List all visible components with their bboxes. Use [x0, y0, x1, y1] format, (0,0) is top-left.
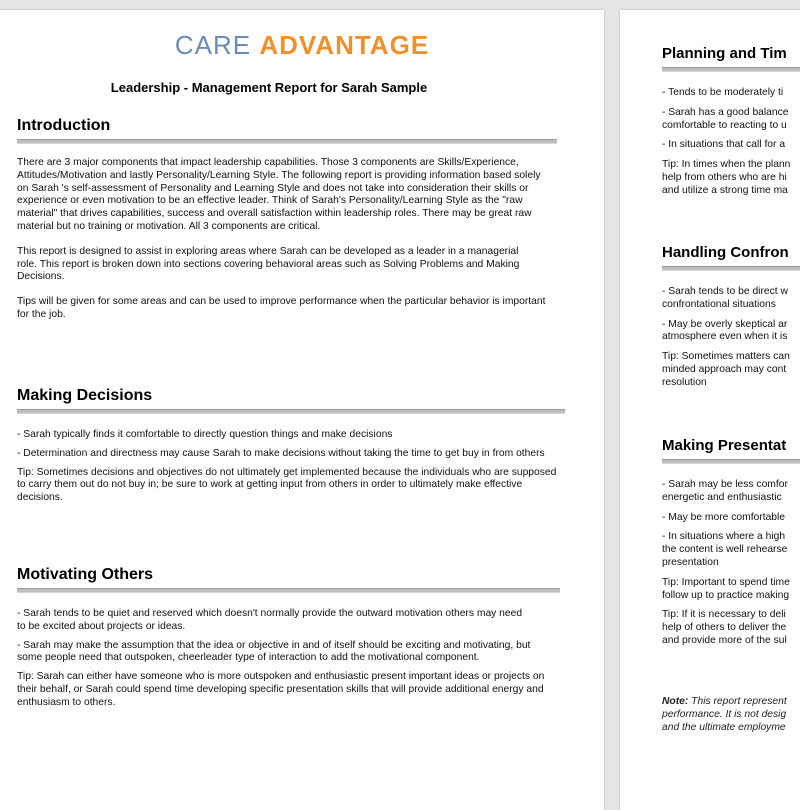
presentation-line: energetic and enthusiastic: [662, 491, 782, 503]
planning-tip-line: Tip: In times when the plann: [662, 159, 791, 171]
motivating-bullet: - Sarah may make the assumption that the idea or objective in and of itself should be exciting and motivating, but some people need that outspoken, cheerleader type of interaction to add the motivational component.: [17, 639, 531, 664]
section-heading-introduction: Introduction: [17, 117, 111, 134]
section-heading-making-decisions: Making Decisions: [17, 387, 153, 404]
logo-word-care: CARE: [174, 30, 252, 60]
section-divider: [17, 409, 565, 414]
note-line: performance. It is not desig: [662, 708, 787, 720]
note-line: and the ultimate employme: [662, 721, 786, 733]
motivating-tip: Tip: Sarah can either have someone who is more outspoken and enthusiastic present important ideas or projects on their behalf, or Sarah could spend time developing specific presentation skills that will provide additional energy and enthusiasm to others.: [17, 671, 545, 708]
presentation-tip-line: Tip: If it is necessary to deli: [662, 609, 786, 621]
intro-paragraph: This report is designed to assist in exploring areas where Sarah can be developed as a leader in a managerial role. This report is broken down into sections covering behavioral areas such as Solving Problems and Making Decisions.: [17, 245, 520, 283]
section-heading-confrontations: Handling Confron: [662, 244, 789, 261]
confront-tip-line: minded approach may cont: [662, 363, 787, 375]
section-divider: [662, 67, 800, 72]
section-introduction: [17, 116, 567, 322]
decision-tip: Tip: Sometimes decisions and objectives do not ultimately get implemented because the individuals who are supposed to carry them out do not buy in; be sure to work at getting input from others in order to ultimately make effective decisions.: [17, 466, 557, 504]
presentation-line: the content is well rehearse: [662, 544, 788, 556]
planning-tip-line: and utilize a strong time ma: [662, 184, 788, 196]
section-planning: [662, 45, 800, 198]
section-making-presentations: [662, 437, 800, 648]
presentation-line: - Sarah may be less comfor: [662, 479, 788, 490]
planning-line: comfortable to reacting to u: [662, 119, 787, 131]
section-heading-motivating-others: Motivating Others: [17, 566, 154, 583]
confront-line: - Sarah tends to be direct w: [662, 286, 788, 297]
confront-line: confrontational situations: [662, 298, 776, 310]
planning-line: - In situations that call for a: [662, 139, 786, 151]
section-divider: [17, 139, 557, 144]
section-divider: [662, 459, 800, 464]
report-note: [662, 696, 800, 734]
section-heading-planning: Planning and Tim: [662, 45, 787, 62]
report-title: Leadership - Management Report for Sarah Sample: [110, 80, 428, 95]
section-divider: [662, 266, 800, 271]
section-handling-confrontations: [662, 244, 800, 390]
planning-line: - Tends to be moderately ti: [662, 87, 784, 98]
section-divider: [17, 588, 560, 593]
presentation-tip-line: and provide more of the sul: [662, 634, 787, 646]
planning-tip-line: help from others who are hi: [662, 171, 787, 183]
report-page-right: [620, 10, 800, 810]
decision-bullet: - Determination and directness may cause Sarah to make decisions without taking the time to get buy in from others: [17, 447, 545, 459]
note-label: Note:: [662, 696, 689, 707]
section-making-decisions: [17, 386, 567, 505]
care-advantage-logo: [0, 30, 604, 61]
intro-paragraph: Tips will be given for some areas and can be used to improve performance when the particular behavior is important for the job.: [17, 296, 546, 320]
presentation-tip-line: Tip: Important to spend time: [662, 576, 790, 588]
intro-paragraph: There are 3 major components that impact leadership capabilities. Those 3 components are Skills/Experience, Attitudes/Motivation and lastly Personality/Learning Style. The following report is providing information based solely on Sarah 's self-assessment of Personality and Learning Style and does not take into consideration their skills or experience or even motivation to be an effective leader. Think of Sarah's Personality/Learning Style as the "raw material" that drives capabilities, success and overall satisfaction within leadership roles. There may be great raw material but no training or motivation. All 3 components are critical.: [17, 157, 541, 232]
motivating-bullet: - Sarah tends to be quiet and reserved which doesn't normally provide the outward motivation others may need to be excited about projects or ideas.: [17, 608, 523, 632]
confront-line: - May be overly skeptical ar: [662, 318, 788, 330]
confront-line: atmosphere even when it is: [662, 331, 788, 343]
planning-line: - Sarah has a good balance: [662, 106, 789, 118]
section-heading-presentations: Making Presentat: [662, 437, 787, 454]
presentation-line: - In situations where a high: [662, 531, 786, 543]
confront-tip-line: Tip: Sometimes matters can: [662, 351, 790, 363]
confront-tip-line: resolution: [662, 376, 707, 388]
presentation-line: - May be more comfortable: [662, 511, 786, 523]
presentation-line: presentation: [662, 556, 719, 568]
report-page-left: [0, 10, 604, 810]
section-motivating-others: [17, 565, 567, 710]
presentation-tip-line: help of others to deliver the: [662, 622, 787, 634]
presentation-tip-line: follow up to practice making: [662, 589, 790, 601]
logo-word-advantage: ADVANTAGE: [259, 30, 430, 60]
note-line: This report represent: [688, 696, 787, 707]
decision-bullet: - Sarah typically finds it comfortable to directly question things and make decisions: [17, 429, 393, 440]
